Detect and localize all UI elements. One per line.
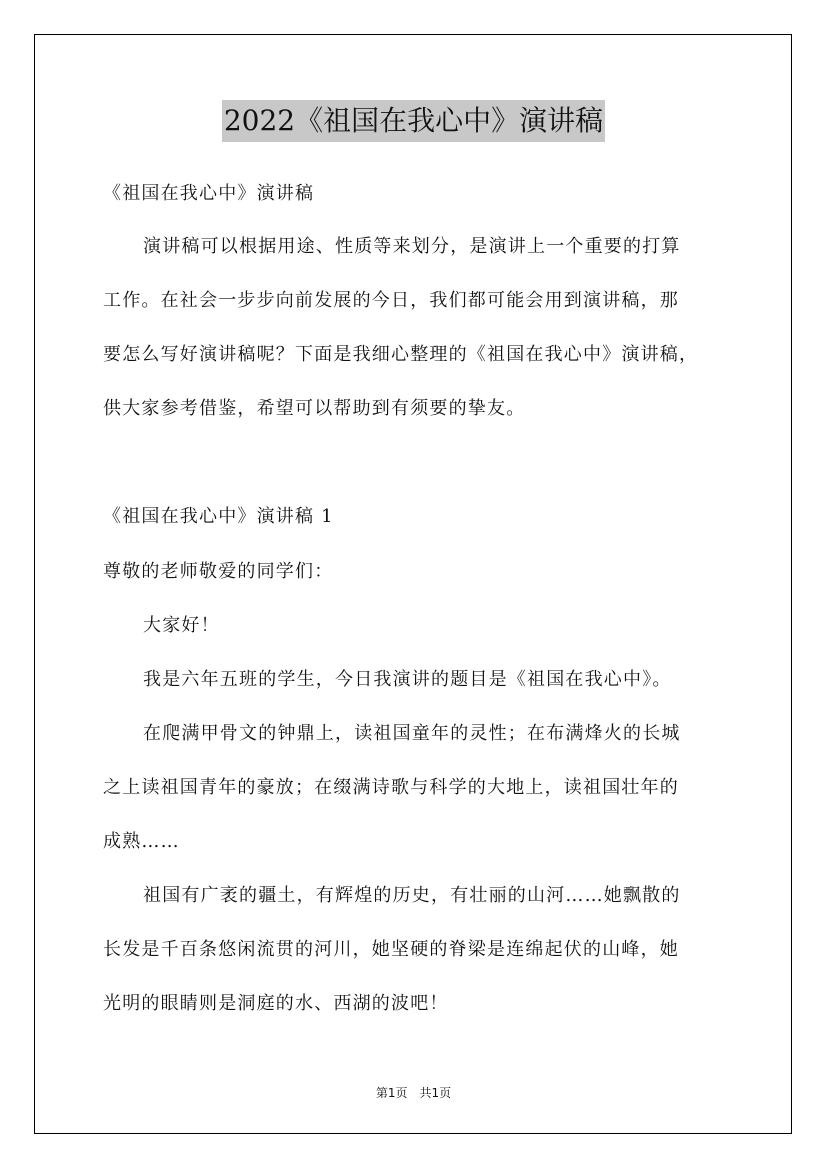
title-container	[0, 100, 827, 142]
body-line-4: 成熟……	[103, 831, 180, 852]
intro-line-1: 演讲稿可以根据用途、性质等来划分，是演讲上一个重要的打算	[143, 236, 681, 257]
intro-line-3: 要怎么写好演讲稿呢？下面是我细心整理的《祖国在我心中》演讲稿，	[103, 344, 699, 365]
document-subtitle: 《祖国在我心中》演讲稿	[103, 183, 315, 204]
section-heading: 《祖国在我心中》演讲稿 1	[103, 506, 334, 527]
body-line-5: 祖国有广袤的疆土，有辉煌的历史，有壮丽的山河……她飘散的	[143, 885, 681, 906]
body-line-2: 在爬满甲骨文的钟鼎上，读祖国童年的灵性；在布满烽火的长城	[143, 723, 681, 744]
salutation: 尊敬的老师敬爱的同学们：	[103, 561, 334, 582]
body-line-6: 长发是千百条悠闲流贯的河川，她坚硬的脊梁是连绵起伏的山峰，她	[103, 939, 679, 960]
intro-line-4: 供大家参考借鉴，希望可以帮助到有须要的挚友。	[103, 398, 526, 419]
document-title: 2022《祖国在我心中》演讲稿	[222, 100, 605, 142]
body-line-3: 之上读祖国青年的豪放；在缀满诗歌与科学的大地上，读祖国壮年的	[103, 777, 679, 798]
body-line-1: 我是六年五班的学生，今日我演讲的题目是《祖国在我心中》。	[143, 669, 672, 690]
body-line-7: 光明的眼睛则是洞庭的水、西湖的波吧！	[103, 993, 449, 1014]
intro-line-2: 工作。在社会一步步向前发展的今日，我们都可能会用到演讲稿，那	[103, 290, 679, 311]
page-footer: 第1页 共1页	[375, 1086, 452, 1100]
greeting: 大家好！	[143, 615, 220, 636]
